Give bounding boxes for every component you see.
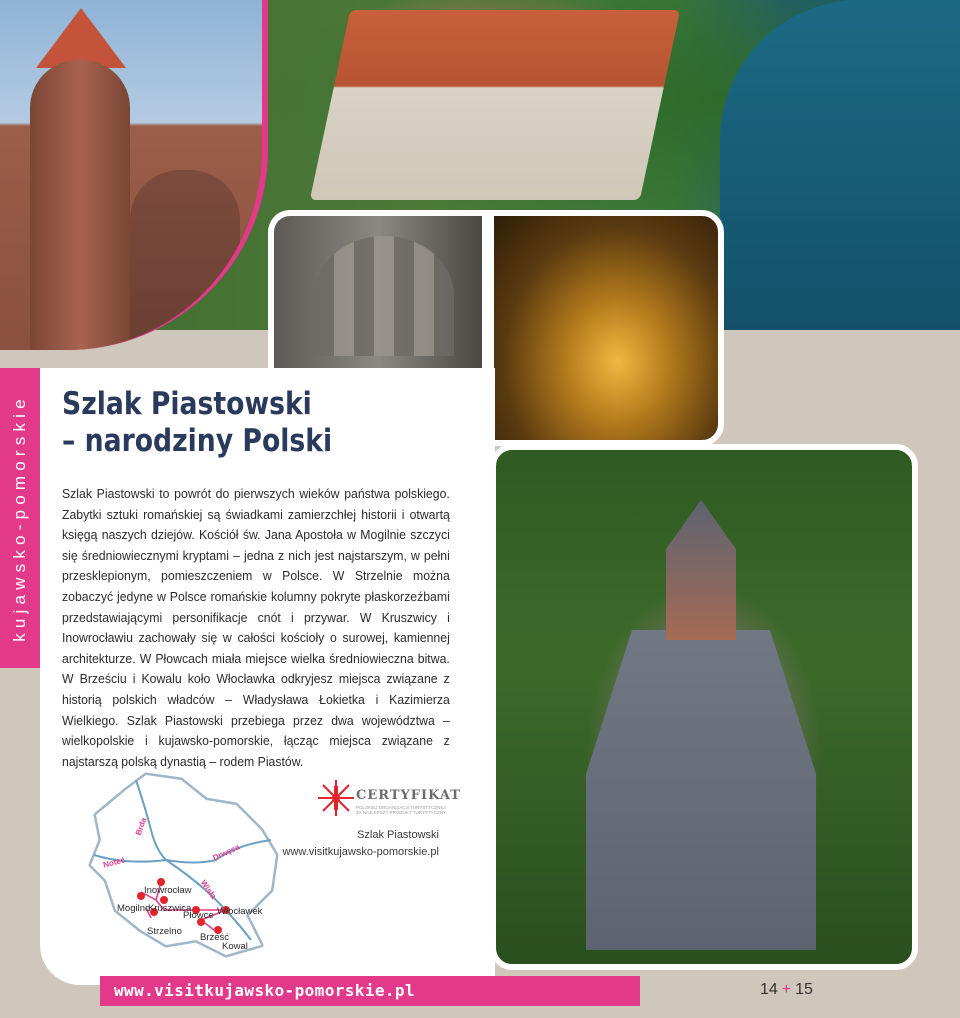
certificate-title: CERTYFIKAT (356, 788, 461, 803)
rotunda-church-photo (0, 0, 268, 350)
certificate-star-icon (316, 778, 356, 818)
label-wloclawek: Włocławek (217, 906, 263, 917)
column-relief (314, 236, 454, 356)
title-line-2: – narodziny Polski (62, 423, 333, 459)
page-title (62, 386, 332, 460)
title-line-1: Szlak Piastowski (62, 386, 312, 422)
certificate-subtitle: POLSKIEJ ORGANIZACJI TURYSTYCZNEJ ZA NAJLEPSZY PRODUKT TURYSTYCZNY (356, 805, 446, 815)
round-tower (30, 60, 130, 350)
tower-roof (36, 8, 126, 68)
crypt-photo (488, 210, 724, 446)
trail-name: Szlak Piastowski (357, 829, 439, 841)
church-spire (666, 500, 736, 640)
page-numbers (760, 981, 813, 999)
label-mogilno: Mogilno (117, 903, 151, 914)
river-label-wisla: Wisła (198, 878, 219, 901)
carved-column-photo (268, 210, 488, 370)
monastery-buildings (310, 10, 680, 200)
label-plowce: Płowce (183, 910, 214, 921)
river-label-brda: Brda (133, 816, 149, 837)
river-label-notec: Noteć (102, 855, 127, 870)
church-body (586, 630, 816, 950)
side-label: kujawsko-pomorskie (10, 394, 29, 642)
river-label-drweca: Drwęca (211, 842, 242, 863)
label-inowroclaw: Inowrocław (144, 885, 192, 896)
page-plus: + (781, 981, 792, 998)
church-aerial-photo (490, 444, 918, 970)
label-kowal: Kowal (222, 941, 248, 952)
swirl-decoration-icon (46, 922, 106, 982)
label-strzelno: Strzelno (147, 926, 182, 937)
footer-url[interactable]: www.visitkujawsko-pomorskie.pl (114, 981, 415, 1000)
label-kruszwica: Kruszwica (148, 903, 192, 914)
page-left: 14 (760, 981, 778, 998)
trail-url[interactable]: www.visitkujawsko-pomorskie.pl (282, 846, 439, 858)
lake (720, 0, 960, 330)
label-brzesc: Brześć (200, 932, 230, 943)
page-right: 15 (795, 981, 813, 998)
body-text: Szlak Piastowski to powrót do pierwszych wieków państwa polskiego. Zabytki sztuki romańskiej są świadkami zamierzchłej historii i otwartą księgą naszych dziejów. Kościół św. Jana Apostoła w Mogilnie szczyci się średniowiecznymi kryptami – jedna z nich jest najstarszym, w pełni przesklepionym, pomieszczeniem w Polsce. W Strzelnie można zobaczyć jedyne w Polsce romańskie kolumny pokryte płaskorzeźbami przedstawiającymi personifikacje cnót i przywar. W Kruszwicy i Inowrocławiu zachowały się w całości kościoły o surowej, kamiennej architekturze. W Płowcach miała miejsce wielka średniowieczna bitwa. W Brześciu i Kowalu koło Włocławka odkryjesz miejsca związane z historią polskich władców – Władysława Łokietka i Kazimierza Wielkiego. Szlak Piastowski przebiega przez dwa województwa – wielkopolskie i kujawsko-pomorskie, łącząc miejsca związane z najstarszą polską dynastią – rodem Piastów. (62, 486, 450, 769)
church-nave (130, 170, 240, 350)
